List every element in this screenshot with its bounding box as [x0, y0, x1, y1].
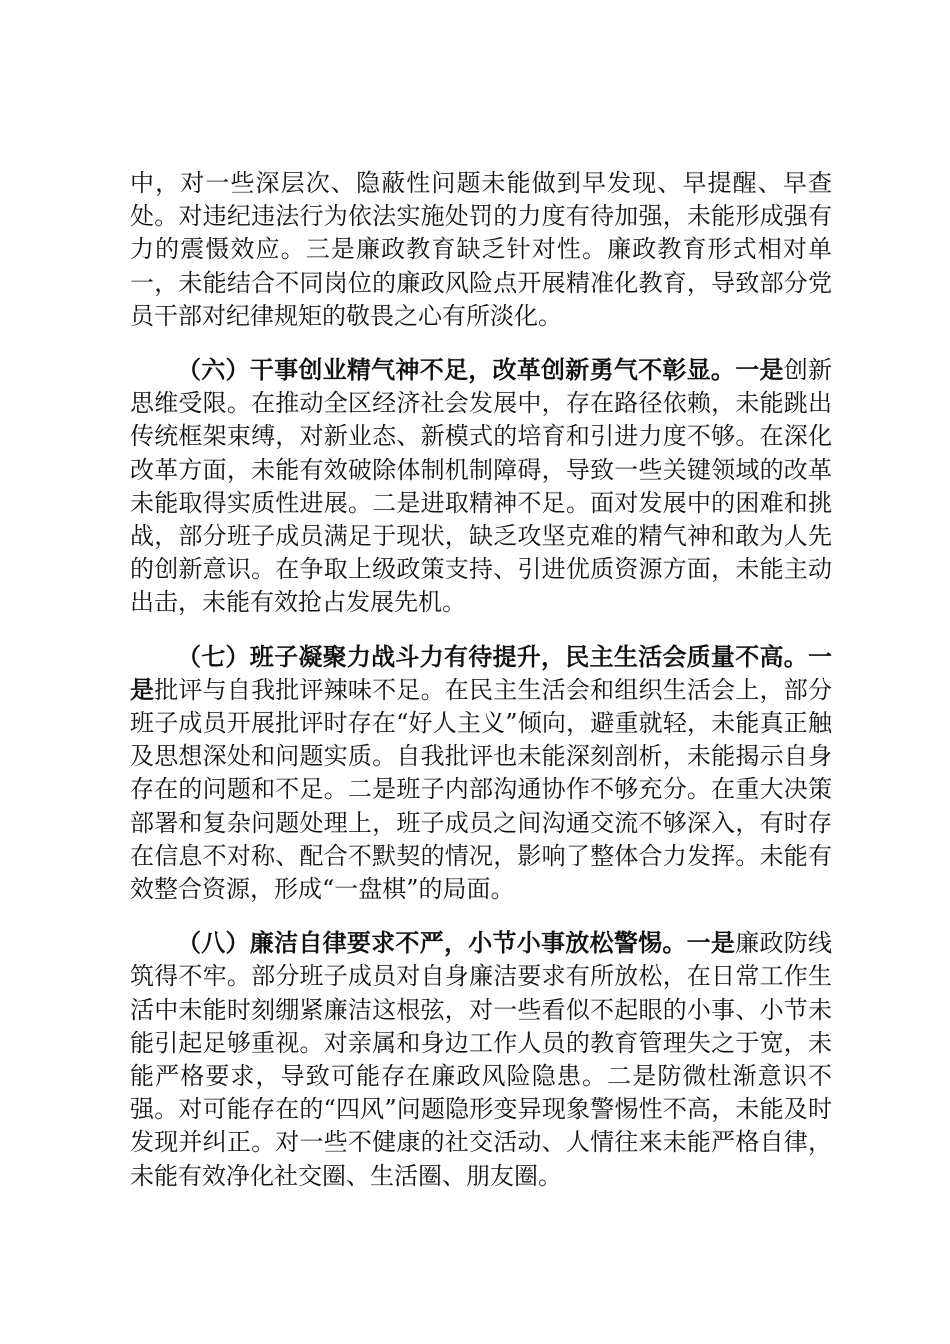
paragraph-section-six	[130, 354, 832, 620]
lead-phrase: 一是	[735, 356, 784, 385]
paragraph-section-seven	[130, 641, 832, 907]
paragraph-text: 批评与自我批评辣味不足。在民主生活会和组织生活会上，部分班子成员开展批评时存在“好人主义”倾向，避重就轻，未能真正触及思想深处和问题实质。自我批评也未能深刻剖析，未能揭示自身存在的问题和不足。二是班子内部沟通协作不够充分。在重大决策部署和复杂问题处理上，班子成员之间沟通交流不够深入，有时存在信息不对称、配合不默契的情况，影响了整体合力发挥。未能有效整合资源，形成“一盘棋”的局面。	[130, 675, 833, 904]
document-page	[130, 167, 832, 1214]
paragraph-text: 廉政防线筑得不牢。部分班子成员对自身廉洁要求有所放松，在日常工作生活中未能时刻绷紧廉洁这根弦，对一些看似不起眼的小事、小节未能引起足够重视。对亲属和身边工作人员的教育管理失之于宽，未能严格要求，导致可能存在廉政风险隐患。二是防微杜渐意识不强。对可能存在的“四风”问题隐形变异现象警惕性不高，未能及时发现并纠正。对一些不健康的社交活动、人情往来未能严格自律，未能有效净化社交圈、生活圈、朋友圈。	[130, 929, 833, 1190]
lead-phrase: 一是	[686, 929, 736, 958]
section-heading: （八）廉洁自律要求不严，小节小事放松警惕。	[177, 929, 687, 958]
section-heading: （七）班子凝聚力战斗力有待提升，民主生活会质量不高。	[177, 642, 808, 671]
paragraph-text: 中，对一些深层次、隐蔽性问题未能做到早发现、早提醒、早查处。对违纪违法行为依法实施处罚的力度有待加强，未能形成强有力的震慑效应。三是廉政教育缺乏针对性。廉政教育形式相对单一，未能结合不同岗位的廉政风险点开展精准化教育，导致部分党员干部对纪律规矩的敬畏之心有所淡化。	[130, 169, 832, 330]
paragraph-section-eight	[130, 927, 832, 1193]
paragraph-text: 创新思维受限。在推动全区经济社会发展中，存在路径依赖，未能跳出传统框架束缚，对新业态、新模式的培育和引进力度不够。在深化改革方面，未能有效破除体制机制障碍，导致一些关键领域的改革未能取得实质性进展。二是进取精神不足。面对发展中的困难和挑战，部分班子成员满足于现状，缺乏攻坚克难的精气神和敢为人先的创新意识。在争取上级政策支持、引进优质资源方面，未能主动出击，未能有效抢占发展先机。	[130, 356, 833, 617]
paragraph-continuation	[130, 167, 832, 333]
section-heading: （六）干事创业精气神不足，改革创新勇气不彰显。	[177, 356, 736, 385]
lead-phrase: 一是	[130, 642, 832, 704]
